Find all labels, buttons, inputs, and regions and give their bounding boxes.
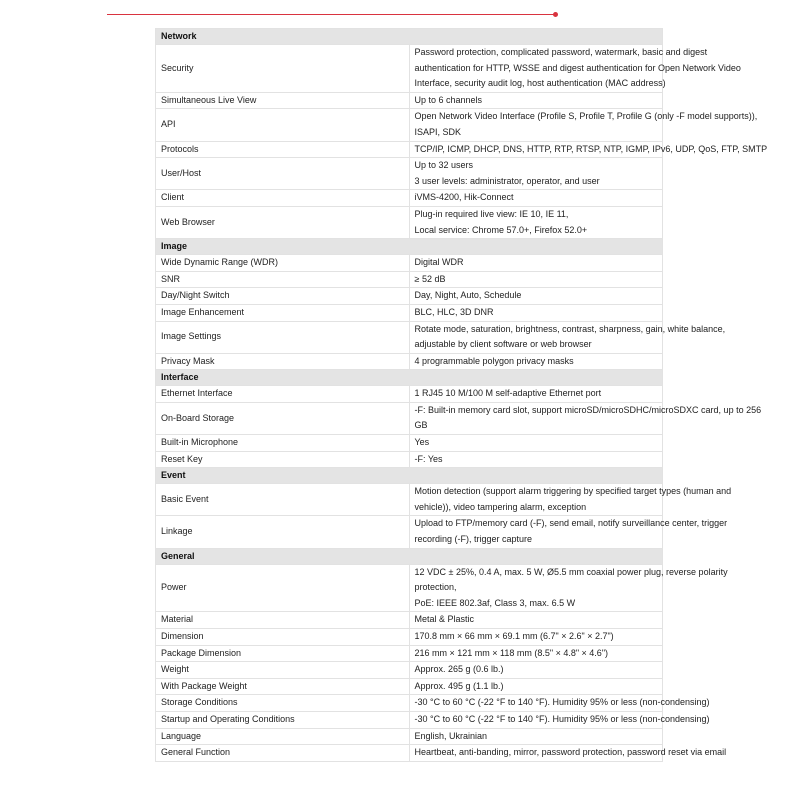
spec-row-startup-and-operating-conditions bbox=[156, 711, 663, 728]
spec-row-language bbox=[156, 728, 663, 745]
spec-row-image-settings bbox=[156, 321, 663, 353]
spec-label: Day/Night Switch bbox=[156, 288, 410, 305]
spec-value bbox=[409, 695, 710, 712]
spec-value bbox=[409, 321, 726, 353]
spec-label: Power bbox=[156, 564, 410, 612]
spec-value bbox=[409, 206, 663, 238]
spec-value bbox=[409, 516, 728, 548]
spec-value-line: Digital WDR bbox=[414, 257, 464, 268]
spec-row-web-browser bbox=[156, 206, 663, 238]
section-header-general bbox=[156, 548, 663, 564]
header-rule-dot bbox=[553, 12, 558, 17]
spec-value-line: -F: Yes bbox=[414, 453, 443, 464]
spec-value bbox=[409, 288, 663, 305]
section-header-network bbox=[156, 29, 663, 45]
spec-value-line: Up to 32 users bbox=[414, 160, 474, 171]
spec-value-line: Interface, security audit log, host authentication (MAC address) bbox=[414, 78, 666, 89]
spec-value bbox=[409, 271, 663, 288]
spec-value bbox=[409, 678, 663, 695]
header-rule bbox=[107, 14, 555, 15]
spec-row-with-package-weight bbox=[156, 678, 663, 695]
spec-value-line: 4 programmable polygon privacy masks bbox=[414, 355, 574, 366]
section-header-event bbox=[156, 468, 663, 484]
spec-row-storage-conditions bbox=[156, 695, 663, 712]
spec-label: Linkage bbox=[156, 516, 410, 548]
spec-label: General Function bbox=[156, 745, 410, 762]
spec-value-line: Upload to FTP/memory card (-F), send email, notify surveillance center, trigger bbox=[414, 518, 728, 529]
spec-value-line: Local service: Chrome 57.0+, Firefox 52.0+ bbox=[414, 224, 588, 235]
spec-value-line: Metal & Plastic bbox=[414, 614, 475, 625]
spec-value bbox=[409, 45, 741, 93]
spec-row-api bbox=[156, 109, 663, 141]
spec-value-line: PoE: IEEE 802.3af, Class 3, max. 6.5 W bbox=[414, 597, 576, 608]
spec-value-line: adjustable by client software or web browser bbox=[414, 339, 592, 350]
spec-value bbox=[409, 255, 663, 272]
section-title: Event bbox=[156, 468, 663, 484]
spec-value-line: TCP/IP, ICMP, DHCP, DNS, HTTP, RTP, RTSP, NTP, IGMP, IPv6, UDP, QoS, FTP, SMTP bbox=[414, 143, 768, 154]
spec-label: Privacy Mask bbox=[156, 353, 410, 370]
spec-value bbox=[409, 92, 663, 109]
spec-value-line: protection, bbox=[414, 582, 457, 593]
spec-value bbox=[409, 629, 663, 646]
section-title: Interface bbox=[156, 370, 663, 386]
spec-value-line: -30 °C to 60 °C (-22 °F to 140 °F). Humidity 95% or less (non-condensing) bbox=[414, 697, 710, 708]
spec-value bbox=[409, 353, 663, 370]
spec-label: Built-in Microphone bbox=[156, 435, 410, 452]
spec-label: Material bbox=[156, 612, 410, 629]
spec-value-line: Rotate mode, saturation, brightness, contrast, sharpness, gain, white balance, bbox=[414, 323, 726, 334]
spec-value bbox=[409, 435, 663, 452]
spec-value-line: 1 RJ45 10 M/100 M self-adaptive Ethernet port bbox=[414, 388, 602, 399]
spec-row-basic-event bbox=[156, 484, 663, 516]
spec-value-line: 12 VDC ± 25%, 0.4 A, max. 5 W, Ø5.5 mm coaxial power plug, reverse polarity bbox=[414, 566, 728, 577]
spec-value bbox=[409, 728, 663, 745]
spec-value-line: recording (-F), trigger capture bbox=[414, 534, 533, 545]
spec-label: User/Host bbox=[156, 158, 410, 190]
spec-value bbox=[409, 109, 758, 141]
spec-row-image-enhancement bbox=[156, 304, 663, 321]
spec-label: With Package Weight bbox=[156, 678, 410, 695]
spec-row-general-function bbox=[156, 745, 663, 762]
spec-label: Client bbox=[156, 190, 410, 207]
spec-value-line: Password protection, complicated password, watermark, basic and digest bbox=[414, 47, 708, 57]
spec-row-weight bbox=[156, 662, 663, 679]
spec-row-security bbox=[156, 45, 663, 93]
spec-label: Dimension bbox=[156, 629, 410, 646]
spec-value-line: Motion detection (support alarm triggering by specified target types (human and bbox=[414, 486, 732, 497]
spec-label: Weight bbox=[156, 662, 410, 679]
spec-label: Simultaneous Live View bbox=[156, 92, 410, 109]
spec-value-line: 170.8 mm × 66 mm × 69.1 mm (6.7" × 2.6" × 2.7") bbox=[414, 631, 614, 641]
spec-row-material bbox=[156, 612, 663, 629]
spec-row-power bbox=[156, 564, 663, 612]
spec-label: Reset Key bbox=[156, 451, 410, 468]
spec-row-package-dimension bbox=[156, 645, 663, 662]
spec-value-line: Up to 6 channels bbox=[414, 94, 483, 105]
spec-label: Ethernet Interface bbox=[156, 386, 410, 403]
spec-label: On-Board Storage bbox=[156, 402, 410, 434]
spec-value-line: ≥ 52 dB bbox=[414, 273, 446, 284]
spec-row-on-board-storage bbox=[156, 402, 663, 434]
spec-label: Security bbox=[156, 45, 410, 93]
spec-label: Basic Event bbox=[156, 484, 410, 516]
spec-value-line: 216 mm × 121 mm × 118 mm (8.5" × 4.8" × 4.6") bbox=[414, 647, 609, 658]
section-header-image bbox=[156, 239, 663, 255]
spec-value-line: Yes bbox=[414, 437, 430, 448]
spec-value bbox=[409, 304, 663, 321]
spec-row-user-host bbox=[156, 158, 663, 190]
spec-value-line: -30 °C to 60 °C (-22 °F to 140 °F). Humidity 95% or less (non-condensing) bbox=[414, 713, 710, 724]
spec-value-line: GB bbox=[414, 420, 428, 431]
spec-row-day-night-switch bbox=[156, 288, 663, 305]
spec-row-linkage bbox=[156, 516, 663, 548]
spec-label: Web Browser bbox=[156, 206, 410, 238]
spec-label: Package Dimension bbox=[156, 645, 410, 662]
spec-value-line: ISAPI, SDK bbox=[414, 126, 462, 137]
spec-value-line: Open Network Video Interface (Profile S, Profile T, Profile G (only -F model supports)), bbox=[414, 111, 758, 122]
spec-value-line: English, Ukrainian bbox=[414, 730, 488, 741]
spec-label: Wide Dynamic Range (WDR) bbox=[156, 255, 410, 272]
spec-value bbox=[409, 451, 663, 468]
spec-value-line: iVMS-4200, Hik-Connect bbox=[414, 192, 514, 203]
spec-value bbox=[409, 402, 762, 434]
spec-label: API bbox=[156, 109, 410, 141]
section-title: Network bbox=[156, 29, 663, 45]
spec-row-protocols bbox=[156, 141, 663, 158]
spec-row-built-in-microphone bbox=[156, 435, 663, 452]
spec-value bbox=[409, 612, 663, 629]
spec-value-line: Approx. 265 g (0.6 lb.) bbox=[414, 664, 504, 675]
specification-table bbox=[155, 28, 768, 762]
spec-value bbox=[409, 711, 710, 728]
spec-value bbox=[409, 141, 768, 158]
section-header-interface bbox=[156, 370, 663, 386]
spec-row-snr bbox=[156, 271, 663, 288]
spec-value-line: vehicle)), video tampering alarm, exception bbox=[414, 501, 587, 512]
spec-value-line: Plug-in required live view: IE 10, IE 11, bbox=[414, 208, 569, 219]
spec-row-ethernet-interface bbox=[156, 386, 663, 403]
section-title: General bbox=[156, 548, 663, 564]
spec-label: SNR bbox=[156, 271, 410, 288]
spec-label: Language bbox=[156, 728, 410, 745]
spec-value bbox=[409, 484, 732, 516]
spec-row-dimension bbox=[156, 629, 663, 646]
spec-row-simultaneous-live-view bbox=[156, 92, 663, 109]
section-title: Image bbox=[156, 239, 663, 255]
spec-value bbox=[409, 158, 663, 190]
spec-label: Image Settings bbox=[156, 321, 410, 353]
spec-row-reset-key bbox=[156, 451, 663, 468]
spec-label: Protocols bbox=[156, 141, 410, 158]
spec-value bbox=[409, 745, 727, 762]
spec-value bbox=[409, 645, 663, 662]
spec-value-line: -F: Built-in memory card slot, support microSD/microSDHC/microSDXC card, up to 256 bbox=[414, 404, 762, 415]
spec-value-line: Day, Night, Auto, Schedule bbox=[414, 290, 522, 301]
spec-row-privacy-mask bbox=[156, 353, 663, 370]
spec-value-line: BLC, HLC, 3D DNR bbox=[414, 306, 494, 317]
spec-row-client bbox=[156, 190, 663, 207]
spec-value-line: authentication for HTTP, WSSE and digest authentication for Open Network Video bbox=[414, 62, 741, 73]
spec-value bbox=[409, 564, 728, 612]
spec-value-line: Heartbeat, anti-banding, mirror, password protection, password reset via email bbox=[414, 747, 727, 758]
spec-label: Startup and Operating Conditions bbox=[156, 711, 410, 728]
spec-value bbox=[409, 386, 663, 403]
spec-value bbox=[409, 662, 663, 679]
spec-value-line: 3 user levels: administrator, operator, and user bbox=[414, 175, 600, 186]
spec-value-line: Approx. 495 g (1.1 lb.) bbox=[414, 680, 504, 691]
spec-value bbox=[409, 190, 663, 207]
spec-label: Storage Conditions bbox=[156, 695, 410, 712]
spec-label: Image Enhancement bbox=[156, 304, 410, 321]
spec-row-wide-dynamic-range-wdr bbox=[156, 255, 663, 272]
